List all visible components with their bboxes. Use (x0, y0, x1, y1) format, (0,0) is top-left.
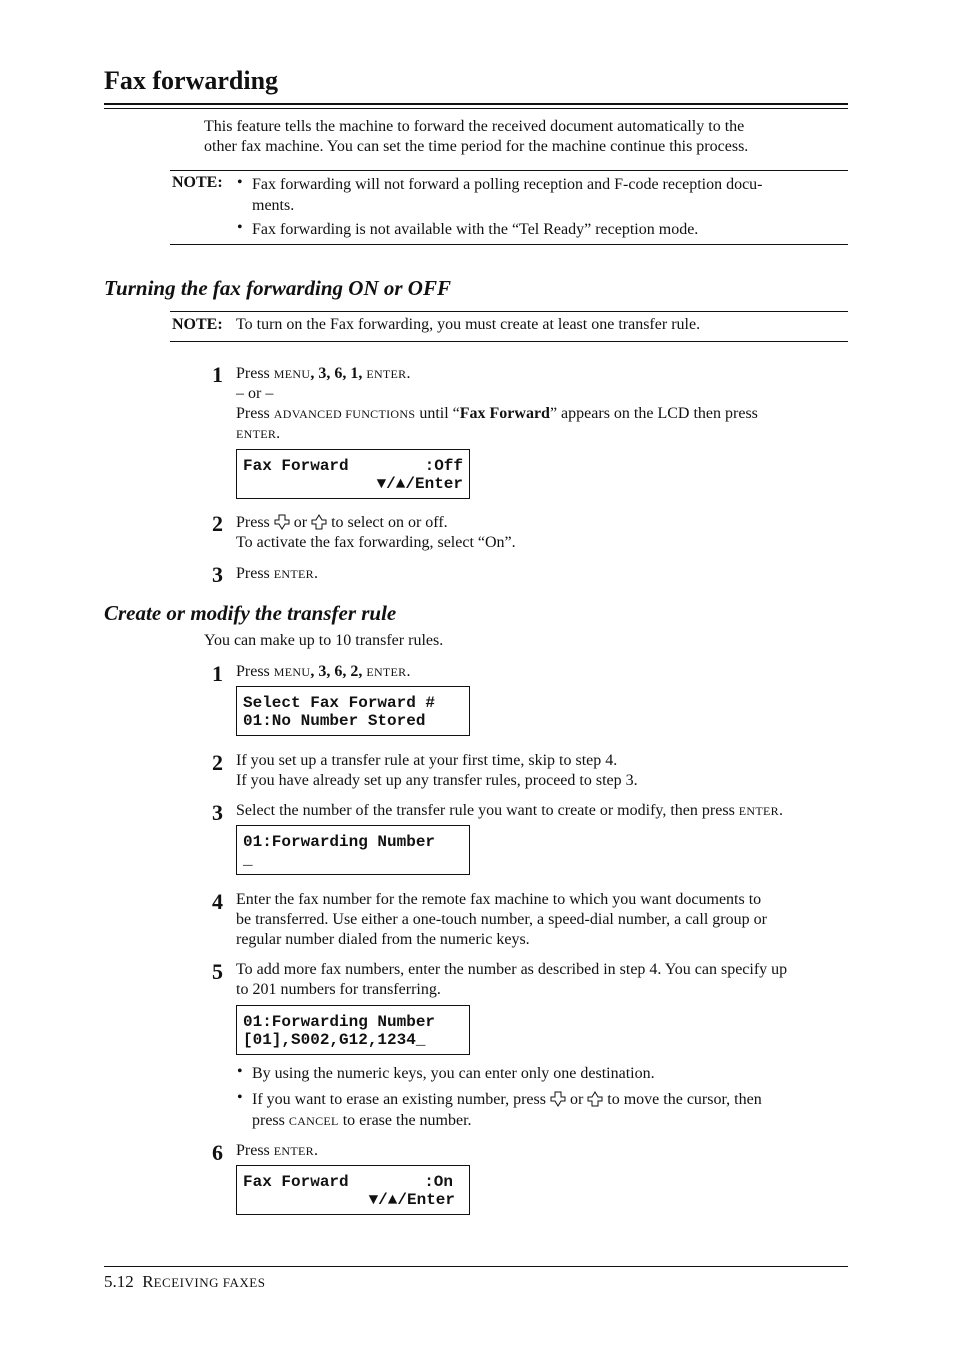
enter-key: ENTER (273, 1144, 314, 1158)
lcd-display: Fax Forward :On ▼/▲/Enter (236, 1165, 470, 1215)
step-number: 6 (212, 1140, 223, 1165)
bullet-icon: • (237, 219, 243, 236)
step-2-text: If you set up a transfer rule at your first time, skip to step 4. If you have already set up any transfer rules, proceed to step 3. (236, 752, 638, 789)
step-4-text: Enter the fax number for the remote fax machine to which you want documents to be transferred. Use either a one-touch number, a speed-dial number, a call group or regular number dialed from the numeric keys. (236, 891, 767, 948)
note-rule-bottom (170, 341, 848, 342)
step-6-text: Press ENTER. (236, 1142, 318, 1159)
nav-down-key-icon (550, 1091, 566, 1107)
step-number: 2 (212, 511, 223, 536)
step-number: 1 (212, 661, 223, 686)
cancel-key: CANCEL (288, 1114, 339, 1128)
step-number: 3 (212, 562, 223, 587)
step-number: 2 (212, 750, 223, 775)
lcd-display: Select Fax Forward # 01:No Number Stored (236, 686, 470, 736)
nav-up-key-icon (587, 1091, 603, 1107)
nav-up-key-icon (311, 514, 327, 530)
step-3-text: Select the number of the transfer rule you want to create or modify, then press ENTER. (236, 802, 783, 819)
menu-key: MENU (273, 665, 311, 679)
bullet-text: By using the numeric keys, you can enter only one destination. (252, 1065, 655, 1082)
step-5-text: To add more fax numbers, enter the number as described in step 4. You can specify up to 201 numbers for transferring. (236, 961, 788, 998)
title-rule (104, 103, 848, 105)
step-3-text: Press ENTER. (236, 565, 318, 582)
note-bullet: Fax forwarding is not available with the “Tel Ready” reception mode. (252, 221, 699, 238)
bullet-icon: • (237, 1089, 243, 1106)
title-rule-thin (104, 108, 848, 109)
step-number: 4 (212, 889, 223, 914)
note-rule-bottom (170, 244, 848, 245)
section-intro: You can make up to 10 transfer rules. (204, 632, 444, 649)
nav-down-key-icon (274, 514, 290, 530)
step-1-text: Press MENU, 3, 6, 2, ENTER. (236, 663, 411, 680)
note-rule-top (170, 170, 848, 171)
enter-key: ENTER (738, 804, 779, 818)
step-1-text: Press MENU, 3, 6, 1, ENTER. – or – Press ADVANCED FUNCTIONS until “Fax Forward” appears on the LCD then press ENTER. (236, 365, 758, 442)
page-footer (104, 1272, 265, 1292)
lcd-display: 01:Forwarding Number _ (236, 825, 470, 875)
advanced-functions-key: ADVANCED FUNCTIONS (273, 407, 416, 421)
intro-paragraph: This feature tells the machine to forward the received document automatically to the other fax machine. You can set the time period for the machine continue this process. (204, 118, 749, 155)
enter-key: ENTER (273, 567, 314, 581)
footer-rule (104, 1266, 848, 1267)
section-heading-on-off: Turning the fax forwarding ON or OFF (104, 276, 451, 300)
page-number: 5.12 (104, 1272, 134, 1291)
lcd-display: Fax Forward :Off ▼/▲/Enter (236, 449, 470, 499)
enter-key: ENTER (366, 367, 407, 381)
note-text: To turn on the Fax forwarding, you must create at least one transfer rule. (236, 316, 701, 333)
section-name: RECEIVING FAXES (142, 1272, 266, 1291)
note-label: NOTE: (172, 174, 223, 191)
note-label: NOTE: (172, 316, 223, 333)
step-number: 1 (212, 362, 223, 387)
lcd-display: 01:Forwarding Number [01],S002,G12,1234_ (236, 1005, 470, 1055)
enter-key: ENTER (366, 665, 407, 679)
step-2-text: Press or to select on or off. To activate the fax forwarding, select “On”. (236, 514, 516, 551)
bullet-text: If you want to erase an existing number, press or to move the cursor, then press CANCEL to erase the number. (252, 1091, 762, 1129)
menu-key: MENU (273, 367, 311, 381)
step-number: 3 (212, 800, 223, 825)
bullet-icon: • (237, 1063, 243, 1080)
step-number: 5 (212, 959, 223, 984)
section-heading-transfer-rule: Create or modify the transfer rule (104, 601, 397, 625)
bullet-icon: • (237, 174, 243, 191)
note-bullet: Fax forwarding will not forward a polling reception and F-code reception docu- ments. (252, 176, 763, 214)
note-rule-top (170, 311, 848, 312)
page-title: Fax forwarding (104, 66, 279, 95)
enter-key: ENTER (236, 427, 277, 441)
